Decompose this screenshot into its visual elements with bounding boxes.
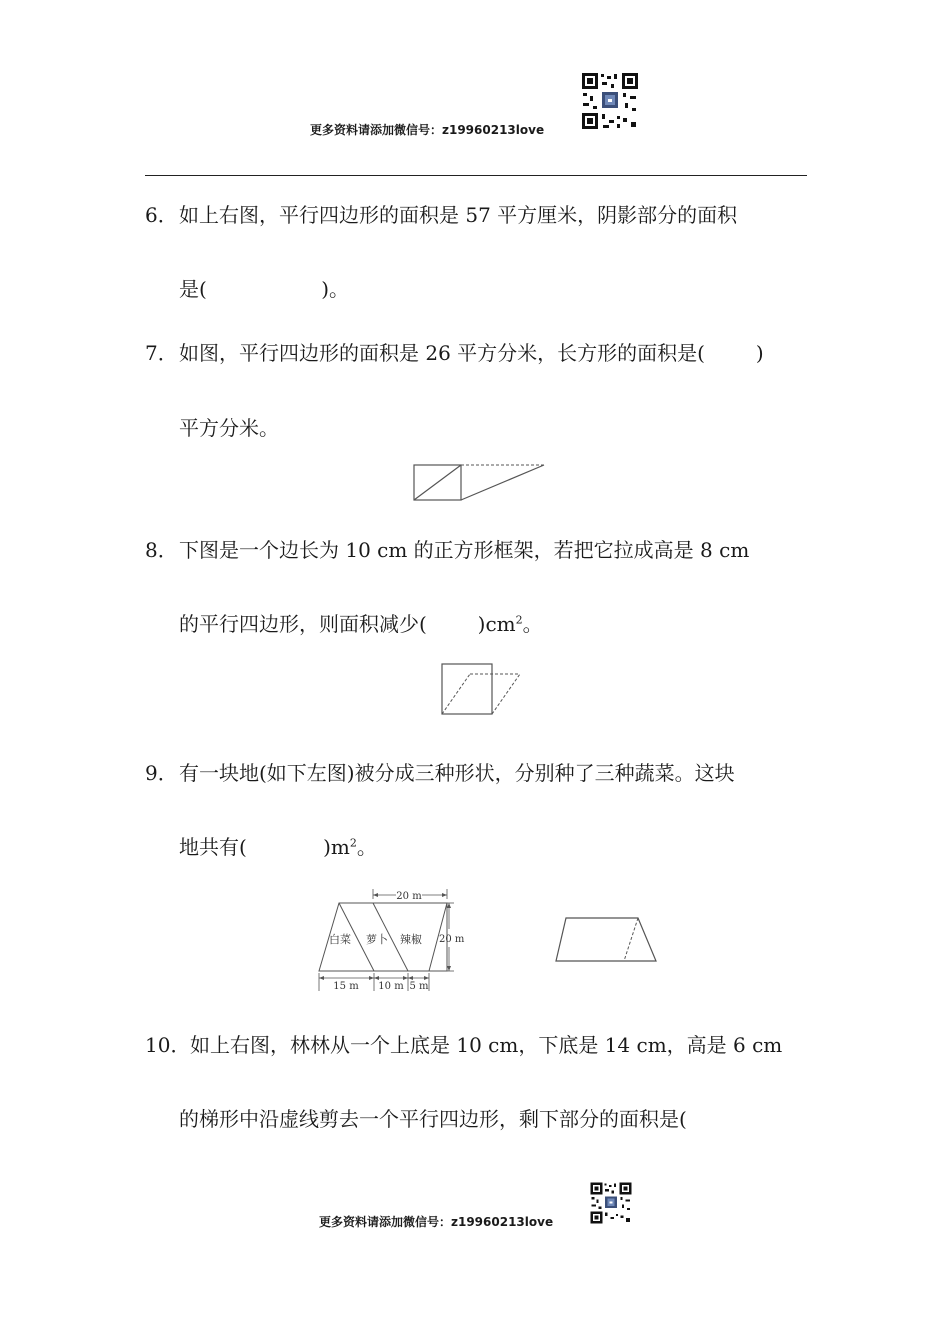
question-8-line2: [179, 608, 543, 637]
footer-wechat-text: 更多资料请添加微信号：z19960213love: [319, 1215, 554, 1229]
bottom-label-2: 10 m: [378, 981, 404, 992]
vegetable-field-figure: [312, 885, 472, 995]
question-8-number: 8．: [145, 538, 178, 562]
question-10-line1: 如上右图，林林从一个上底是 10 cm，下底是 14 cm，高是 6 cm: [190, 1033, 783, 1057]
question-7-line2: 平方分米。: [179, 416, 279, 440]
question-8-line2-end: 。: [522, 612, 543, 636]
question-9-superscript: 2: [349, 836, 357, 850]
header-wechat-text: 更多资料请添加微信号：z19960213love: [310, 123, 545, 137]
trapezoid-cut-line: [624, 918, 638, 961]
question-9-line2: [179, 831, 377, 860]
question-10-number: 10．: [145, 1033, 191, 1057]
question-8-superscript: 2: [515, 613, 523, 627]
footer-qr-code: [590, 1182, 632, 1224]
header-qr-code: [581, 72, 639, 130]
trapezoid-outline: [556, 918, 656, 961]
question-7-number: 7．: [145, 341, 178, 365]
question-8-line2-text: 的平行四边形，则面积减少( )cm: [179, 612, 516, 636]
question-6-line2: 是( )。: [179, 277, 350, 301]
rectangle-parallelogram-figure: [410, 462, 550, 504]
vegetable-label-3: 辣椒: [400, 933, 422, 946]
question-9-line2-end: 。: [356, 835, 377, 859]
question-6-line1: 如上右图，平行四边形的面积是 57 平方厘米，阴影部分的面积: [179, 203, 738, 227]
header-divider: [145, 175, 807, 176]
question-9-number: 9．: [145, 761, 178, 785]
question-9-line2-text: 地共有( )m: [179, 835, 350, 859]
question-7-line1: 如图，平行四边形的面积是 26 平方分米，长方形的面积是( ): [179, 341, 764, 365]
question-10-line2: 的梯形中沿虚线剪去一个平行四边形，剩下部分的面积是(: [179, 1107, 687, 1131]
square-frame-figure: [438, 660, 524, 720]
top-width-label: 20 m: [396, 891, 422, 902]
bottom-label-1: 15 m: [333, 981, 359, 992]
question-6-number: 6．: [145, 203, 178, 227]
question-8-line1: 下图是一个边长为 10 cm 的正方形框架，若把它拉成高是 8 cm: [179, 538, 750, 562]
vegetable-label-1: 白菜: [329, 933, 351, 946]
trapezoid-figure: [552, 914, 662, 966]
vegetable-label-2: 萝卜: [366, 933, 388, 946]
bottom-label-3: 5 m: [409, 981, 429, 992]
height-label: 20 m: [439, 934, 465, 945]
question-9-line1: 有一块地(如下左图)被分成三种形状，分别种了三种蔬菜。这块: [179, 761, 735, 785]
